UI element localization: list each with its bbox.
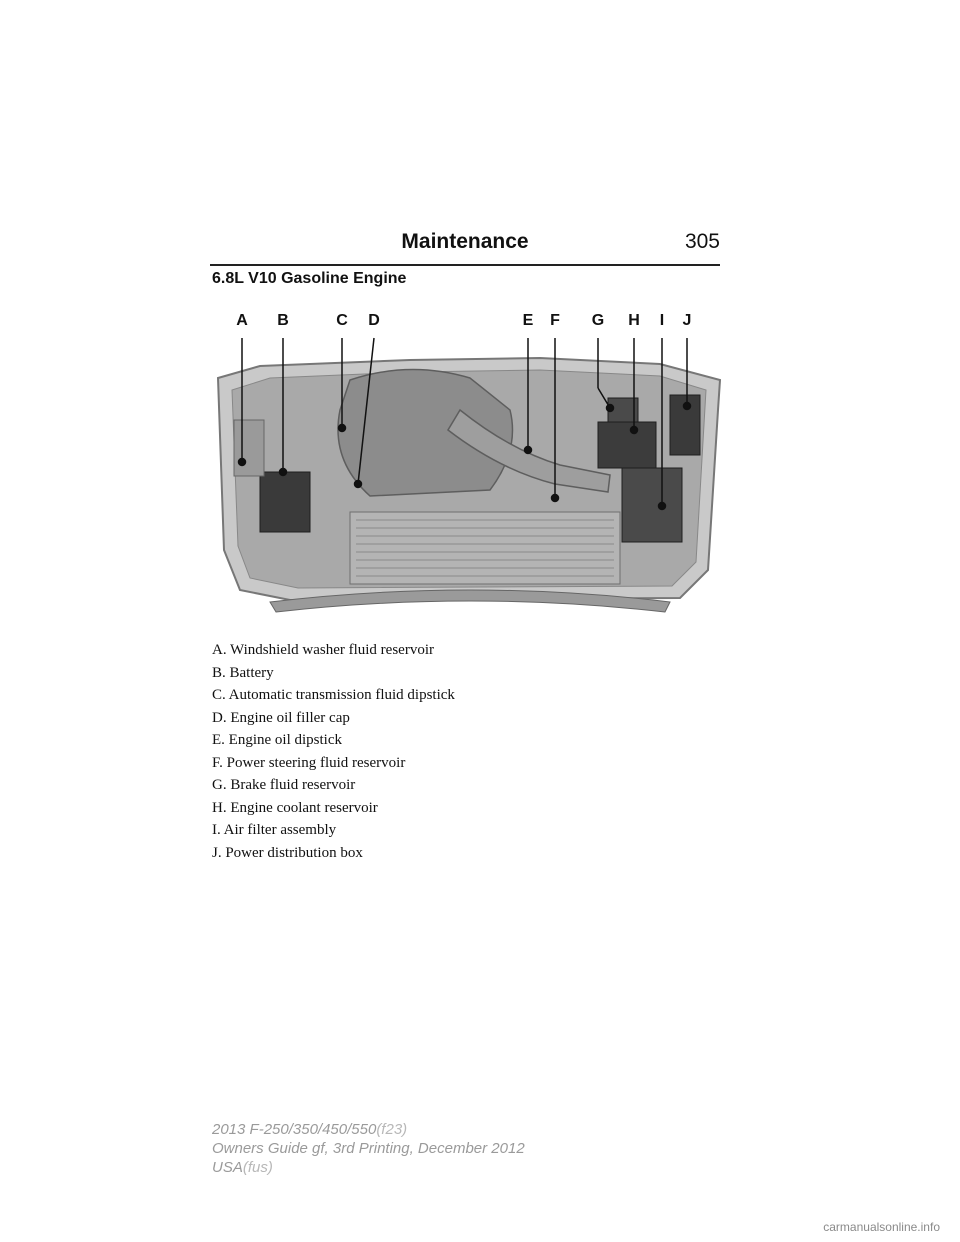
engine-diagram [210, 300, 725, 620]
footer-model-code: (f23) [376, 1121, 408, 1138]
callout-a: A [236, 312, 248, 329]
engine-section-title: 6.8L V10 Gasoline Engine [212, 270, 407, 287]
legend-item: A. Windshield washer fluid reservoir [212, 642, 434, 658]
legend-item: C. Automatic transmission fluid dipstick [212, 687, 455, 703]
footer-market: USA [212, 1159, 243, 1176]
air-filter-shape [622, 468, 682, 542]
footer-line-3 [212, 1158, 525, 1177]
legend-item: F. Power steering fluid reservoir [212, 754, 406, 771]
callout-i: I [659, 312, 665, 329]
page-header [210, 230, 720, 266]
component-legend [212, 640, 455, 865]
washer-reservoir-shape [234, 420, 264, 476]
footer-line-2: Owners Guide gf, 3rd Printing, December 2012 [212, 1140, 525, 1157]
legend-item: G. Brake fluid reservoir [212, 777, 356, 793]
legend-item: D. Engine oil filler cap [212, 709, 350, 726]
section-header-title: Maintenance [401, 230, 529, 253]
watermark-text: carmanualsonline.info [823, 1220, 940, 1234]
callout-f: F [550, 312, 560, 329]
footer-model: 2013 F-250/350/450/550 [212, 1121, 377, 1138]
callout-e: E [522, 312, 534, 329]
callout-h: H [628, 312, 640, 329]
callout-d: D [368, 312, 380, 329]
callout-b: B [277, 312, 289, 329]
callout-c: C [336, 312, 348, 329]
legend-item: I. Air filter assembly [212, 822, 337, 838]
coolant-reservoir-shape [598, 422, 656, 468]
footer-line-1 [212, 1120, 525, 1139]
document-footer [212, 1120, 525, 1177]
engine-compartment-figure [210, 300, 725, 620]
legend-item: H. Engine coolant reservoir [212, 799, 378, 816]
legend-item: J. Power distribution box [212, 844, 363, 861]
legend-item: B. Battery [212, 664, 274, 681]
footer-market-code: (fus) [242, 1159, 273, 1176]
callout-j: J [682, 312, 692, 329]
callout-g: G [591, 312, 605, 329]
page-number: 305 [684, 230, 720, 253]
radiator-shape [350, 512, 620, 584]
battery-shape [260, 472, 310, 532]
legend-item: E. Engine oil dipstick [212, 732, 342, 748]
